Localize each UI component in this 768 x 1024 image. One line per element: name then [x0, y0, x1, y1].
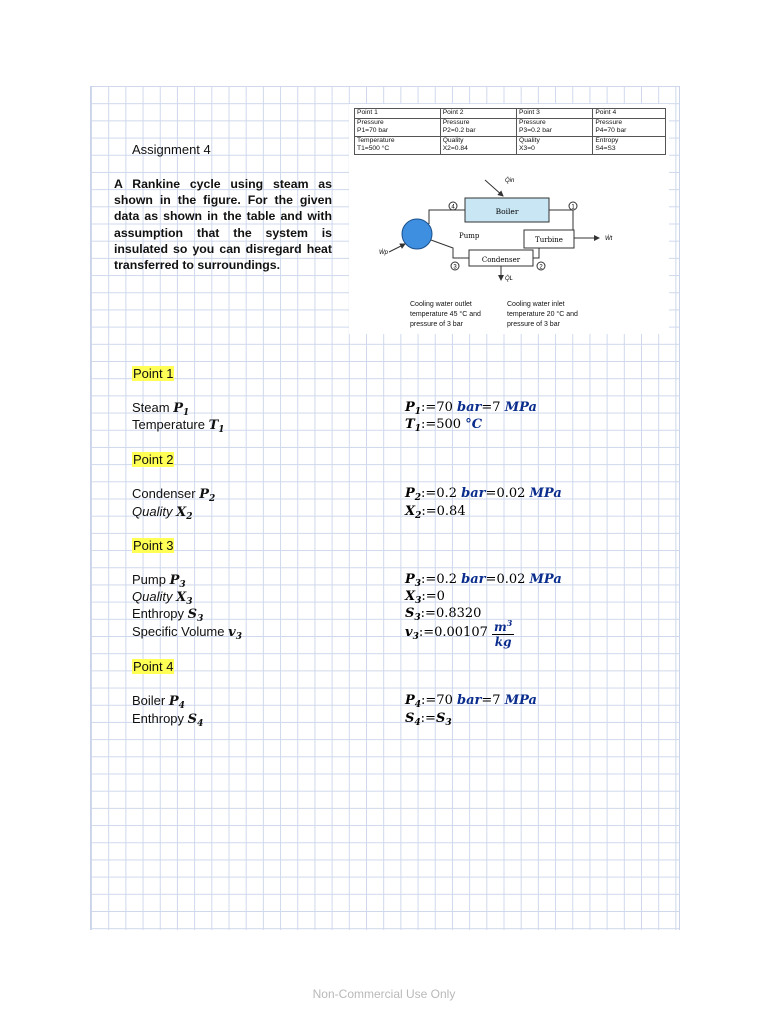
- s3-expression: $S_3:=0.8320$: [405, 606, 482, 623]
- t1-expression: $T_1:=500$ °C: [405, 417, 483, 434]
- state-4-label: 4: [451, 204, 455, 211]
- boiler-pressure-label: Boiler $P_4$: [132, 693, 185, 711]
- point-3-heading: Point 3: [133, 538, 174, 553]
- table-cell: Point 4: [593, 109, 666, 119]
- pipe-3: [431, 240, 469, 258]
- temperature-label: Temperature $T_1$: [132, 417, 225, 435]
- pump-work-arrow: [389, 244, 405, 252]
- quality-3-label: Quality $X_3$: [132, 589, 193, 607]
- state-1-label: 1: [571, 204, 575, 211]
- p1-expression: $P_1:=70$ bar=7 MPa: [405, 400, 537, 417]
- table-cell: Point 3: [517, 109, 593, 119]
- table-cell: Point 2: [440, 109, 516, 119]
- table-cell: Pressure P1=70 bar: [355, 118, 441, 136]
- w-turbine-label: Ẇt: [605, 236, 613, 242]
- assignment-title: Assignment 4: [132, 142, 211, 157]
- x2-expression: $X_2:=0.84$: [405, 504, 466, 521]
- table-cell: Entropy S4=S3: [593, 136, 666, 154]
- pump-pressure-label: Pump $P_3$: [132, 572, 186, 590]
- p2-expression: $P_2:=0.2$ bar=0.02 MPa: [405, 486, 562, 503]
- condenser-label: Condenser: [481, 256, 521, 264]
- cooling-inlet-note: Cooling water inlet temperature 20 °C and pressure of 3 bar: [507, 301, 578, 328]
- entropy-3-label: Enthropy $S_3$: [132, 606, 204, 624]
- s4-expression: $S_4:=S_3$: [405, 711, 452, 728]
- steam-label: Steam $P_1$: [132, 400, 190, 418]
- table-cell: Temperature T1=500 °C: [355, 136, 441, 154]
- condenser-pressure-label: Condenser $P_2$: [132, 486, 216, 504]
- watermark-footer: Non-Commercial Use Only: [312, 987, 456, 1001]
- specific-volume-label: Specific Volume $v_3$: [132, 624, 242, 642]
- intro-paragraph: A Rankine cycle using steam as shown in the figure. For the given data as shown in the table and with assumption that the system is insulated so you can disregard heat transferred to surroundings.: [114, 177, 332, 273]
- p4-expression: $P_4:=70$ bar=7 MPa: [405, 693, 537, 710]
- pipe-4: [429, 210, 465, 224]
- pump-circle: [402, 219, 432, 249]
- p3-expression: $P_3:=0.2$ bar=0.02 MPa: [405, 572, 562, 589]
- table-cell: Point 1: [355, 109, 441, 119]
- figure-panel: [349, 104, 669, 334]
- table-cell: Pressure P3=0.2 bar: [517, 118, 593, 136]
- point-1-heading: Point 1: [133, 366, 174, 381]
- boiler-label: Boiler: [495, 207, 519, 216]
- q-out-label: Q̇L: [505, 276, 514, 282]
- pipe-1: [549, 210, 573, 230]
- pipe-2: [533, 248, 539, 258]
- heat-in-arrow: [485, 180, 503, 196]
- entropy-4-label: Enthropy $S_4$: [132, 711, 204, 729]
- table-cell: Quality X2=0.84: [440, 136, 516, 154]
- x3-expression: $X_3:=0$: [405, 589, 445, 606]
- q-in-label: Q̇in: [505, 178, 515, 184]
- turbine-label: Turbine: [535, 236, 563, 244]
- state-2-label: 2: [539, 264, 543, 271]
- data-table: [354, 108, 666, 155]
- point-4-heading: Point 4: [133, 659, 174, 674]
- quality-2-label: Quality $X_2$: [132, 504, 193, 522]
- point-2-heading: Point 2: [133, 452, 174, 467]
- table-cell: Pressure P2=0.2 bar: [440, 118, 516, 136]
- state-3-label: 3: [453, 264, 457, 271]
- table-cell: Pressure P4=70 bar: [593, 118, 666, 136]
- table-cell: Quality X3=0: [517, 136, 593, 154]
- pump-label: Pump: [459, 232, 480, 240]
- w-pump-label: Ẇp: [379, 250, 388, 256]
- v3-expression: $v_3:=0.00107$ $\frac{m^3}{kg}$: [405, 618, 513, 649]
- cooling-outlet-note: Cooling water outlet temperature 45 °C and pressure of 3 bar: [410, 301, 481, 328]
